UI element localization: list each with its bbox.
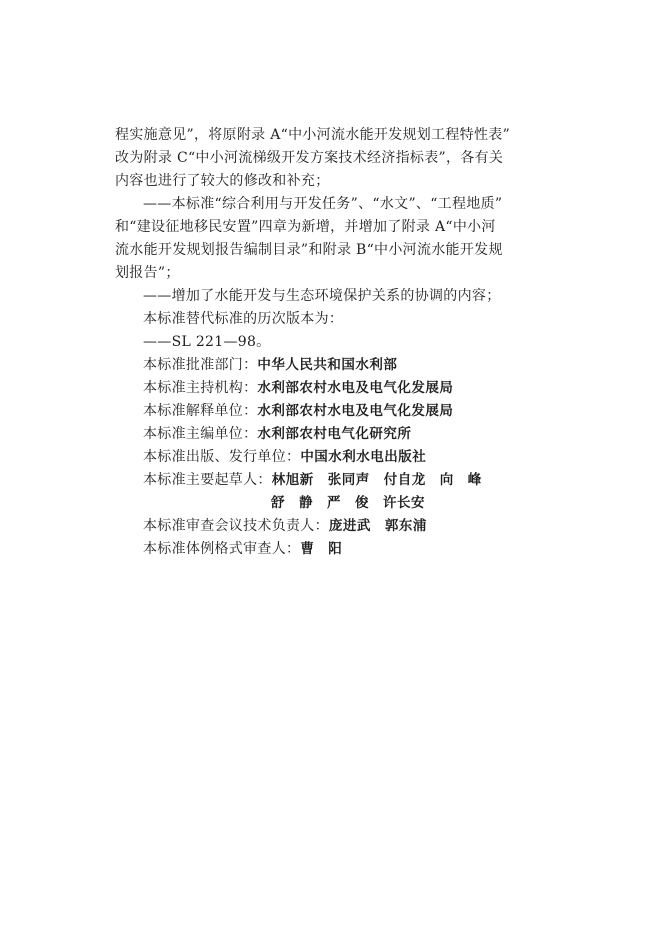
drafters-label: 本标准主要起草人：	[143, 472, 272, 488]
approver-value: 中华人民共和国水利部	[257, 357, 398, 373]
drafters-row	[115, 469, 565, 492]
paragraph-line: 改为附录 C“中小河流梯级开发方案技术经济指标表”，各有关	[115, 150, 504, 166]
history-intro: 本标准替代标准的历次版本为：	[143, 311, 344, 327]
editor-value: 水利部农村电气化研究所	[257, 426, 412, 442]
drafter-name: 许长安	[383, 495, 425, 511]
paragraph-line: 和“建设征地移民安置”四章为新增，并增加了附录 A“中小河	[115, 219, 496, 235]
host-label: 本标准主持机构：	[143, 380, 258, 396]
reviewer-value: 庞进武 郭东浦	[328, 518, 427, 534]
paragraph-line: 划报告”；	[115, 265, 180, 281]
host-value: 水利部农村水电及电气化发展局	[257, 380, 454, 396]
publisher-value: 中国水利水电出版社	[300, 449, 427, 465]
paragraph-line: 流水能开发规划报告编制目录”和附录 B“中小河流水能开发规	[115, 242, 503, 258]
paragraph-line: 内容也进行了较大的修改和补充；	[115, 173, 330, 189]
drafter-name: 付自龙	[383, 472, 426, 488]
paragraph-line: 程实施意见”，将原附录 A“中小河流水能开发规划工程特性表”	[115, 127, 511, 143]
reviewer-label: 本标准审查会议技术负责人：	[143, 518, 329, 534]
drafter-name: 张同声	[327, 472, 370, 488]
editor-label: 本标准主编单位：	[143, 426, 258, 442]
interpreter-value: 水利部农村水电及电气化发展局	[257, 403, 454, 419]
drafters-row-continued	[115, 492, 565, 515]
page-text	[115, 124, 565, 561]
history-item: ——SL 221—98。	[143, 334, 271, 350]
format-reviewer-value: 曹 阳	[300, 541, 343, 557]
paragraph-line: ——本标准“综合利用与开发任务”、“水文”、“工程地质”	[143, 196, 503, 212]
format-reviewer-label: 本标准体例格式审查人：	[143, 541, 301, 557]
paragraph-line: ——增加了水能开发与生态环境保护关系的协调的内容；	[143, 288, 501, 304]
drafter-name: 林旭新	[271, 472, 314, 488]
interpreter-row	[115, 400, 565, 423]
drafter-name: 舒 静	[271, 495, 313, 511]
publisher-row	[115, 446, 565, 469]
format-reviewer-row	[115, 538, 565, 561]
publisher-label: 本标准出版、发行单位：	[143, 449, 301, 465]
approver-row	[115, 354, 565, 377]
drafter-name: 严 俊	[327, 495, 369, 511]
reviewer-row	[115, 515, 565, 538]
editor-row	[115, 423, 565, 446]
interpreter-label: 本标准解释单位：	[143, 403, 258, 419]
drafter-name: 向 峰	[439, 472, 482, 488]
approver-label: 本标准批准部门：	[143, 357, 258, 373]
host-row	[115, 377, 565, 400]
